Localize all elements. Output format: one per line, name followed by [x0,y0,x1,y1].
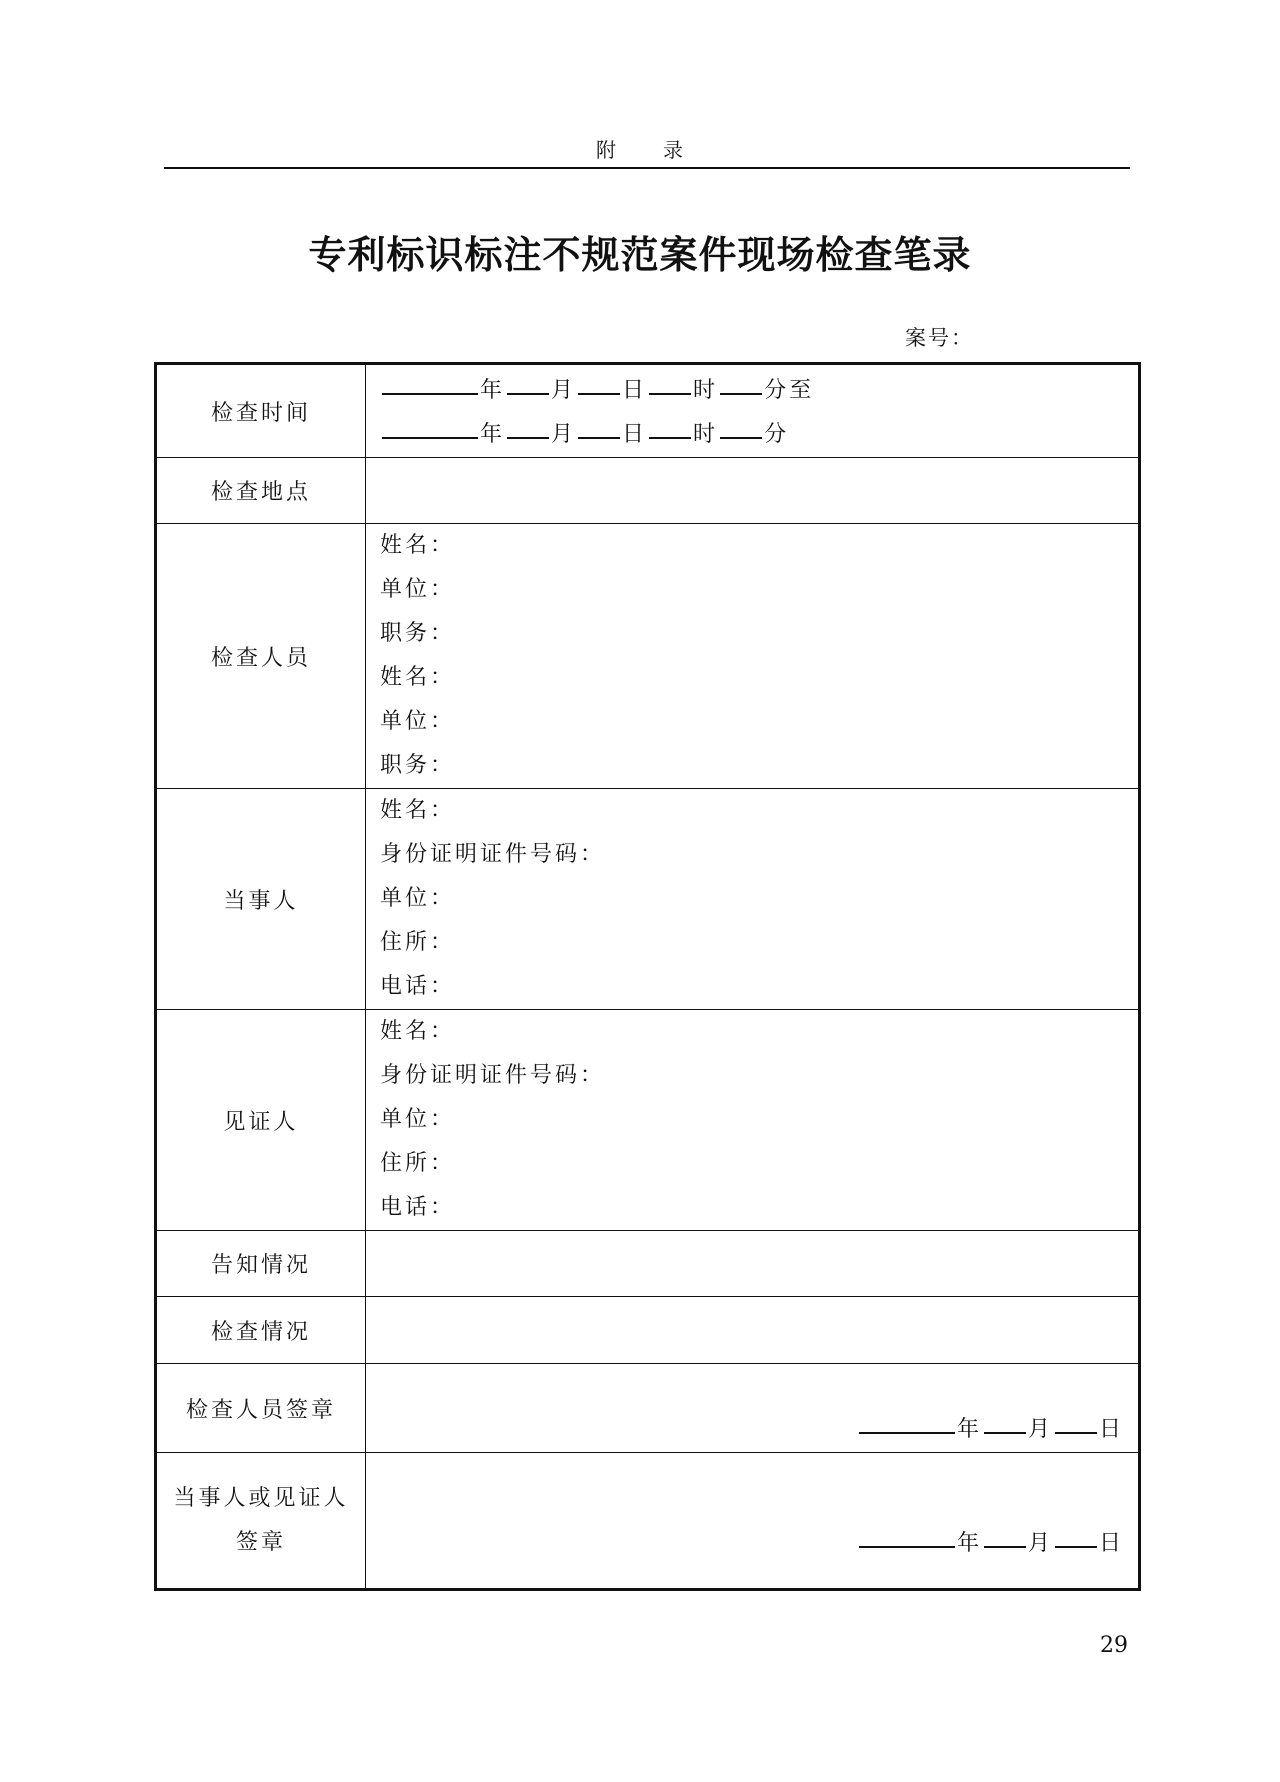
unit-hour: 时 [693,378,719,403]
time-end-line [380,411,1138,455]
inspector-title-2: 职务： [380,753,456,778]
field-party[interactable] [366,789,1140,1010]
inspection-record-form [154,362,1141,1591]
unit-hour: 时 [693,422,719,447]
signature-date [380,1406,1138,1450]
label-inspection-place: 检查地点 [156,458,366,524]
inspector-name-1: 姓名： [380,533,456,558]
unit-year: 年 [480,378,506,403]
row-inspectors [156,524,1140,789]
witness-address: 住所： [380,1151,456,1176]
label-inspection-time: 检查时间 [156,364,366,458]
blank-day[interactable] [1055,1520,1097,1548]
party-name: 姓名： [380,798,456,823]
blank-minute[interactable] [720,367,762,395]
blank-minute[interactable] [720,411,762,439]
unit-year: 年 [956,1417,982,1442]
blank-day[interactable] [578,411,620,439]
label-party-signature-line2: 签章 [235,1529,286,1555]
blank-hour[interactable] [649,411,691,439]
blank-day[interactable] [578,367,620,395]
blank-year[interactable] [382,367,478,395]
row-inspection-time [156,364,1140,458]
time-start-line [380,367,1138,411]
party-unit: 单位： [380,886,456,911]
inspector-unit-1: 单位： [380,577,456,602]
label-party-signature [156,1453,366,1590]
blank-day[interactable] [1055,1406,1097,1434]
unit-year: 年 [956,1531,982,1556]
witness-id-number: 身份证明证件号码： [380,1063,606,1088]
field-notification[interactable] [366,1231,1140,1297]
running-header-part2: 录 [663,138,684,162]
blank-year[interactable] [382,411,478,439]
unit-minute-to: 分至 [764,378,815,403]
label-inspectors: 检查人员 [156,524,366,789]
field-inspection-time[interactable] [366,364,1140,458]
blank-year[interactable] [859,1520,955,1548]
inspector-name-2: 姓名： [380,665,456,690]
blank-month[interactable] [984,1520,1026,1548]
field-inspectors[interactable] [366,524,1140,789]
header-divider [164,167,1130,169]
blank-month[interactable] [507,411,549,439]
inspector-title-1: 职务： [380,621,456,646]
field-party-signature[interactable] [366,1453,1140,1590]
unit-day: 日 [1098,1531,1124,1556]
unit-day: 日 [1098,1417,1124,1442]
label-party-signature-line1: 当事人或见证人 [173,1485,349,1511]
blank-hour[interactable] [649,367,691,395]
running-header [0,134,1280,163]
witness-name: 姓名： [380,1019,456,1044]
unit-month: 月 [551,378,577,403]
label-inspection-situation: 检查情况 [156,1297,366,1364]
page-number: 29 [1100,1633,1128,1658]
label-party: 当事人 [156,789,366,1010]
party-phone: 电话： [380,974,456,999]
row-witness [156,1010,1140,1231]
row-party-signature [156,1453,1140,1590]
row-inspection-place [156,458,1140,524]
label-notification: 告知情况 [156,1231,366,1297]
party-address: 住所： [380,930,456,955]
unit-year: 年 [480,422,506,447]
unit-minute: 分 [764,422,790,447]
row-inspection-situation [156,1297,1140,1364]
field-witness[interactable] [366,1010,1140,1231]
inspector-unit-2: 单位： [380,709,456,734]
label-witness: 见证人 [156,1010,366,1231]
row-notification [156,1231,1140,1297]
case-number-label: 案号： [905,326,974,350]
row-inspector-signature [156,1364,1140,1453]
blank-month[interactable] [984,1406,1026,1434]
unit-day: 日 [622,378,648,403]
unit-month: 月 [1027,1417,1053,1442]
row-party [156,789,1140,1010]
witness-unit: 单位： [380,1107,456,1132]
blank-year[interactable] [859,1406,955,1434]
running-header-part1: 附 [596,138,617,162]
signature-date [380,1520,1138,1564]
label-inspector-signature: 检查人员签章 [156,1364,366,1453]
party-id-number: 身份证明证件号码： [380,842,606,867]
field-inspector-signature[interactable] [366,1364,1140,1453]
unit-month: 月 [551,422,577,447]
witness-phone: 电话： [380,1195,456,1220]
unit-day: 日 [622,422,648,447]
unit-month: 月 [1027,1531,1053,1556]
field-inspection-place[interactable] [366,458,1140,524]
page-title: 专利标识标注不规范案件现场检查笔录 [308,232,972,277]
blank-month[interactable] [507,367,549,395]
field-inspection-situation[interactable] [366,1297,1140,1364]
